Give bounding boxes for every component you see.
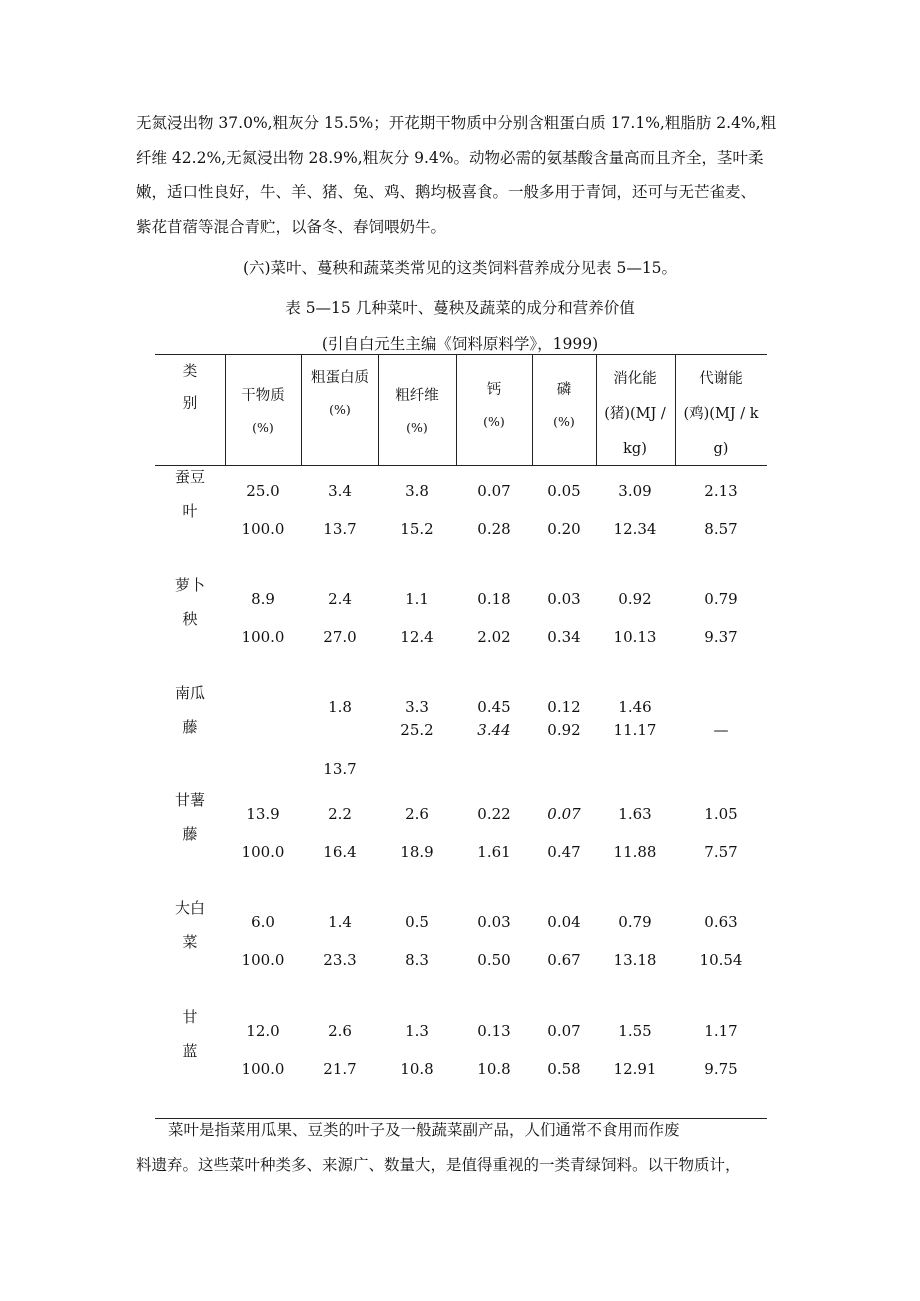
header-text: g) bbox=[713, 441, 729, 457]
row-name: 秧 bbox=[182, 610, 198, 628]
cell-crude-fiber: 18.9 bbox=[400, 843, 434, 861]
header-text: 粗纤维 bbox=[395, 388, 439, 404]
cell-metabolizable-energy: 1.05 bbox=[704, 805, 738, 823]
header-text: 代谢能 bbox=[699, 371, 743, 387]
cell-crude-protein: 1.8 bbox=[328, 698, 352, 716]
header-text: 干物质 bbox=[241, 388, 285, 404]
cell-crude-protein: 1.4 bbox=[328, 913, 352, 931]
row-name: 菜 bbox=[182, 933, 198, 951]
cell-metabolizable-energy: 7.57 bbox=[704, 843, 738, 861]
header-crude-fiber bbox=[395, 380, 439, 444]
cell-crude-fiber: 15.2 bbox=[400, 520, 434, 538]
cell-digestible-energy: 1.63 bbox=[618, 805, 652, 823]
header-text: 类 bbox=[182, 364, 198, 380]
row-name: 萝卜 bbox=[174, 576, 206, 594]
header-text: 钙 bbox=[486, 382, 502, 398]
intro-paragraph bbox=[136, 106, 796, 244]
header-text: (猪)(MJ / bbox=[604, 406, 666, 422]
cell-digestible-energy: 13.18 bbox=[613, 951, 657, 969]
outro-line: 菜叶是指菜用瓜果、豆类的叶子及一般蔬菜副产品，人们通常不食用而作废 bbox=[168, 1121, 680, 1139]
cell-phosphorus: 0.67 bbox=[547, 951, 581, 969]
cell-calcium: 0.45 bbox=[477, 698, 511, 716]
header-divider bbox=[532, 355, 533, 465]
cell-crude-fiber: 25.2 bbox=[400, 721, 434, 739]
cell-digestible-energy: 12.91 bbox=[613, 1060, 657, 1078]
header-divider bbox=[596, 355, 597, 465]
cell-crude-protein: 13.7 bbox=[323, 760, 357, 778]
cell-digestible-energy: 1.55 bbox=[618, 1022, 652, 1040]
header-text: 别 bbox=[182, 396, 198, 412]
cell-crude-fiber: 10.8 bbox=[400, 1060, 434, 1078]
cell-phosphorus: 0.58 bbox=[547, 1060, 581, 1078]
cell-crude-protein: 16.4 bbox=[323, 843, 357, 861]
row-name: 大白 bbox=[174, 899, 206, 917]
cell-calcium: 0.03 bbox=[477, 913, 511, 931]
cell-calcium: 0.28 bbox=[477, 520, 511, 538]
cell-phosphorus: 0.03 bbox=[547, 590, 581, 608]
header-text: (%) bbox=[329, 402, 351, 417]
row-name: 甘 bbox=[182, 1008, 198, 1026]
header-divider bbox=[378, 355, 379, 465]
row-name: 蚕豆 bbox=[174, 468, 206, 486]
cell-crude-protein: 2.6 bbox=[328, 1022, 352, 1040]
header-text: (%) bbox=[553, 414, 575, 429]
cell-metabolizable-energy: 9.75 bbox=[704, 1060, 738, 1078]
header-divider bbox=[301, 355, 302, 465]
cell-phosphorus: 0.05 bbox=[547, 482, 581, 500]
cell-phosphorus: 0.04 bbox=[547, 913, 581, 931]
cell-dry-matter: 13.9 bbox=[246, 805, 280, 823]
cell-metabolizable-energy: 8.57 bbox=[704, 520, 738, 538]
cell-metabolizable-energy: 2.13 bbox=[704, 482, 738, 500]
intro-line: 嫩，适口性良好，牛、羊、猪、兔、鸡、鹅均极喜食。一般多用于青饲，还可与无芒雀麦、 bbox=[136, 183, 757, 201]
cell-dry-matter: 6.0 bbox=[251, 913, 275, 931]
cell-metabolizable-energy: — bbox=[713, 721, 729, 739]
cell-metabolizable-energy: 9.37 bbox=[704, 628, 738, 646]
row-name: 叶 bbox=[182, 502, 198, 520]
cell-dry-matter: 12.0 bbox=[246, 1022, 280, 1040]
header-dry-matter bbox=[241, 380, 285, 444]
cell-metabolizable-energy: 1.17 bbox=[704, 1022, 738, 1040]
cell-crude-fiber: 0.5 bbox=[405, 913, 429, 931]
cell-crude-fiber: 3.8 bbox=[405, 482, 429, 500]
header-text: 粗蛋白质 bbox=[311, 370, 369, 386]
table-title: 表 5—15 几种菜叶、蔓秧及蔬菜的成分和营养价值 bbox=[285, 299, 635, 317]
nutrition-table bbox=[155, 354, 767, 1120]
header-text: (%) bbox=[406, 420, 428, 435]
header-digestible-energy bbox=[604, 362, 666, 467]
cell-phosphorus: 0.92 bbox=[547, 721, 581, 739]
cell-calcium: 3.44 bbox=[477, 721, 511, 739]
cell-crude-protein: 3.4 bbox=[328, 482, 352, 500]
cell-calcium: 0.22 bbox=[477, 805, 511, 823]
cell-phosphorus: 0.34 bbox=[547, 628, 581, 646]
header-text: (%) bbox=[252, 420, 274, 435]
row-name: 藤 bbox=[182, 825, 198, 843]
cell-digestible-energy: 12.34 bbox=[613, 520, 657, 538]
cell-calcium: 0.18 bbox=[477, 590, 511, 608]
cell-digestible-energy: 10.13 bbox=[613, 628, 657, 646]
cell-dry-matter: 100.0 bbox=[241, 628, 285, 646]
cell-dry-matter: 8.9 bbox=[251, 590, 275, 608]
header-text: 消化能 bbox=[613, 371, 657, 387]
header-divider bbox=[225, 355, 226, 465]
cell-phosphorus: 0.47 bbox=[547, 843, 581, 861]
cell-calcium: 10.8 bbox=[477, 1060, 511, 1078]
cell-dry-matter: 100.0 bbox=[241, 843, 285, 861]
outro-paragraph bbox=[136, 1113, 796, 1182]
cell-digestible-energy: 1.46 bbox=[618, 698, 652, 716]
cell-dry-matter: 100.0 bbox=[241, 951, 285, 969]
outro-line: 料遗弃。这些菜叶种类多、来源广、数量大，是值得重视的一类青绿饲料。以干物质计， bbox=[136, 1155, 741, 1174]
table-header-rule bbox=[155, 465, 767, 466]
cell-crude-fiber: 12.4 bbox=[400, 628, 434, 646]
cell-digestible-energy: 11.88 bbox=[613, 843, 657, 861]
header-text: (鸡)(MJ / k bbox=[683, 406, 759, 422]
intro-line: 纤维 42.2%,无氮浸出物 28.9%,粗灰分 9.4%。动物必需的氨基酸含量高而且齐全，茎叶柔 bbox=[136, 148, 764, 167]
header-divider bbox=[456, 355, 457, 465]
cell-calcium: 0.13 bbox=[477, 1022, 511, 1040]
header-text: kg) bbox=[623, 441, 647, 457]
header-category bbox=[183, 356, 198, 420]
row-name: 甘薯 bbox=[174, 791, 206, 809]
cell-phosphorus: 0.07 bbox=[547, 1022, 581, 1040]
cell-crude-fiber: 1.3 bbox=[405, 1022, 429, 1040]
cell-phosphorus: 0.12 bbox=[547, 698, 581, 716]
cell-digestible-energy: 11.17 bbox=[613, 721, 657, 739]
cell-crude-protein: 23.3 bbox=[323, 951, 357, 969]
cell-crude-protein: 2.2 bbox=[328, 805, 352, 823]
section-heading: (六)菜叶、蔓秧和蔬菜类常见的这类饲料营养成分见表 5—15。 bbox=[242, 259, 678, 277]
cell-dry-matter: 100.0 bbox=[241, 520, 285, 538]
cell-crude-protein: 2.4 bbox=[328, 590, 352, 608]
cell-dry-matter: 25.0 bbox=[246, 482, 280, 500]
row-name: 蓝 bbox=[182, 1042, 198, 1060]
header-text: 磷 bbox=[556, 382, 572, 398]
cell-digestible-energy: 3.09 bbox=[618, 482, 652, 500]
cell-dry-matter: 100.0 bbox=[241, 1060, 285, 1078]
cell-crude-fiber: 8.3 bbox=[405, 951, 429, 969]
cell-digestible-energy: 0.79 bbox=[618, 913, 652, 931]
cell-phosphorus: 0.20 bbox=[547, 520, 581, 538]
header-text: (%) bbox=[483, 414, 505, 429]
header-calcium bbox=[483, 374, 505, 438]
header-metabolizable-energy bbox=[683, 362, 758, 467]
cell-metabolizable-energy: 0.79 bbox=[704, 590, 738, 608]
cell-calcium: 0.07 bbox=[477, 482, 511, 500]
row-name: 南瓜 bbox=[174, 684, 206, 702]
header-crude-protein bbox=[311, 362, 369, 426]
cell-crude-fiber: 3.3 bbox=[405, 698, 429, 716]
cell-phosphorus: 0.07 bbox=[547, 805, 581, 823]
cell-digestible-energy: 0.92 bbox=[618, 590, 652, 608]
intro-line: 无氮浸出物 37.0%,粗灰分 15.5%；开花期干物质中分别含粗蛋白质 17.1%,粗脂肪 2.4%,粗 bbox=[136, 114, 777, 132]
cell-crude-protein: 13.7 bbox=[323, 520, 357, 538]
row-name: 藤 bbox=[182, 718, 198, 736]
table-source: (引自白元生主编《饲料原料学》，1999) bbox=[321, 335, 599, 353]
cell-calcium: 1.61 bbox=[477, 843, 511, 861]
cell-calcium: 2.02 bbox=[477, 628, 511, 646]
cell-metabolizable-energy: 10.54 bbox=[699, 951, 743, 969]
cell-calcium: 0.50 bbox=[477, 951, 511, 969]
cell-metabolizable-energy: 0.63 bbox=[704, 913, 738, 931]
cell-crude-protein: 27.0 bbox=[323, 628, 357, 646]
cell-crude-fiber: 2.6 bbox=[405, 805, 429, 823]
cell-crude-protein: 21.7 bbox=[323, 1060, 357, 1078]
intro-line: 紫花苜蓿等混合青贮，以备冬、春饲喂奶牛。 bbox=[136, 217, 447, 236]
header-phosphorus bbox=[553, 374, 575, 438]
header-divider bbox=[675, 355, 676, 465]
cell-crude-fiber: 1.1 bbox=[405, 590, 429, 608]
